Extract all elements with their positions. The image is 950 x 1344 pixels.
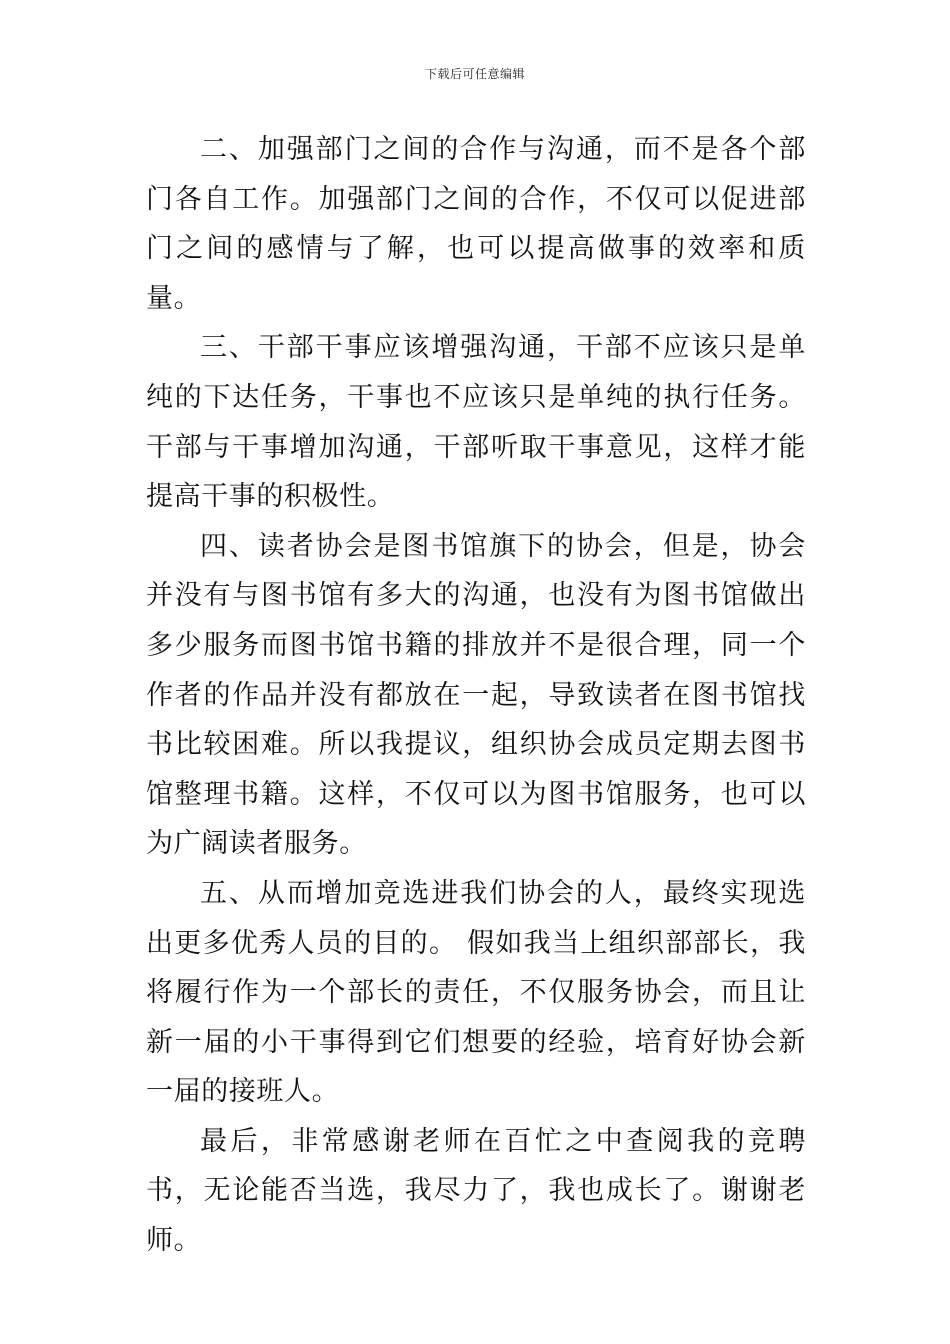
document-body xyxy=(146,125,806,1266)
paragraph-4: 四、读者协会是图书馆旗下的协会，但是，协会并没有与图书馆有多大的沟通，也没有为图书馆做出多少服务而图书馆书籍的排放并不是很合理，同一个作者的作品并没有都放在一起，导致读者在图书馆找书比较困难。所以我提议，组织协会成员定期去图书馆整理书籍。这样，不仅可以为图书馆服务，也可以为广阔读者服务。 xyxy=(146,530,806,860)
page-header: 下载后可任意编辑 xyxy=(424,67,525,81)
paragraph-closing: 最后，非常感谢老师在百忙之中查阅我的竞聘书，无论能否当选，我尽力了，我也成长了。谢谢老师。 xyxy=(146,1125,806,1257)
paragraph-3: 三、干部干事应该增强沟通，干部不应该只是单纯的下达任务，干事也不应该只是单纯的执行任务。干部与干事增加沟通，干部听取干事意见，这样才能提高干事的积极性。 xyxy=(146,332,806,513)
paragraph-5: 五、从而增加竞选进我们协会的人，最终实现选出更多优秀人员的目的。 假如我当上组织部部长，我将履行作为一个部长的责任，不仅服务协会，而且让新一届的小干事得到它们想要的经验，培育好协会新一届的接班人。 xyxy=(146,877,806,1108)
paragraph-2: 二、加强部门之间的合作与沟通，而不是各个部门各自工作。加强部门之间的合作，不仅可以促进部门之间的感情与了解，也可以提高做事的效率和质量。 xyxy=(146,134,806,314)
